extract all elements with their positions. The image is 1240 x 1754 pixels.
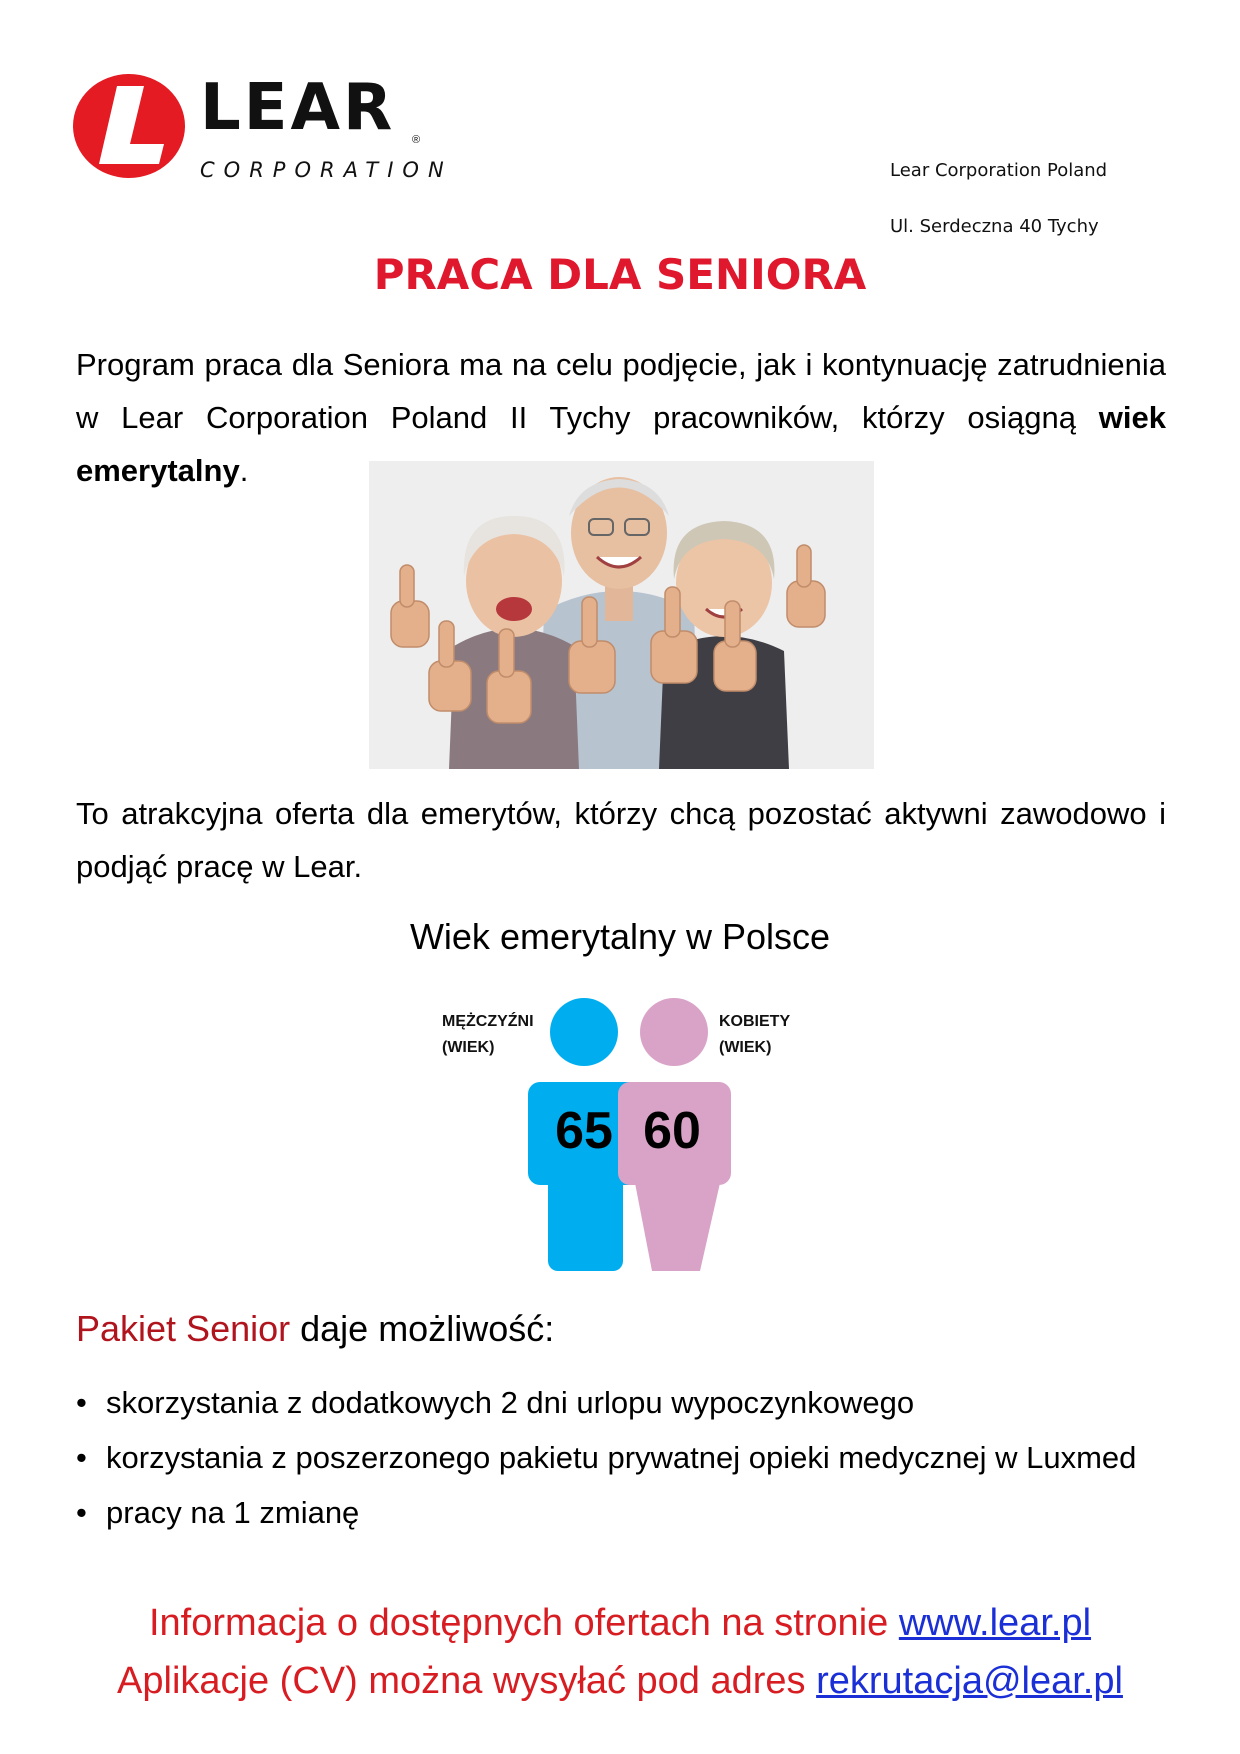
bullet-icon: • xyxy=(76,1385,87,1420)
package-heading xyxy=(76,1308,554,1350)
benefit-text: pracy na 1 zmianę xyxy=(106,1495,360,1530)
retirement-age-figure xyxy=(430,995,830,1275)
retirement-age-title: Wiek emerytalny w Polsce xyxy=(409,916,831,957)
lear-logo-icon xyxy=(72,72,187,180)
package-rest: daje możliwość: xyxy=(290,1308,555,1349)
women-age-value: 60 xyxy=(643,1102,701,1160)
benefit-item xyxy=(76,1485,1136,1540)
email-link[interactable]: rekrutacja@lear.pl xyxy=(816,1660,1123,1702)
women-label-line1: KOBIETY xyxy=(719,1013,791,1030)
benefit-item xyxy=(76,1430,1136,1485)
men-label-line2: (WIEK) xyxy=(442,1039,495,1056)
seniors-thumbs-up-icon xyxy=(369,461,874,769)
footer-applications-text: Aplikacje (CV) można wysyłać pod adres xyxy=(117,1660,817,1702)
address-company: Lear Corporation Poland xyxy=(890,160,1108,181)
footer-offers-text: Informacja o dostępnych ofertach na stronie xyxy=(148,1602,899,1644)
brand-name: LEAR xyxy=(200,71,396,145)
seniors-photo xyxy=(369,461,874,769)
men-age-value: 65 xyxy=(555,1102,613,1160)
women-label-line2: (WIEK) xyxy=(719,1039,772,1056)
website-link[interactable]: www.lear.pl xyxy=(898,1602,1092,1644)
men-label-line1: MĘŻCZYŹNI xyxy=(442,1013,534,1030)
registered-mark: ® xyxy=(412,134,421,146)
bullet-icon: • xyxy=(76,1440,87,1475)
intro-text: Program praca dla Seniora ma na celu podjęcie, jak i kontynuację zatrudnienia w Lear Corporation Poland II Tychy pracowników, którzy osiągną xyxy=(76,347,1166,435)
benefit-text: skorzystania z dodatkowych 2 dni urlopu wypoczynkowego xyxy=(106,1385,915,1420)
offer-paragraph: To atrakcyjna oferta dla emerytów, którzy chcą pozostać aktywni zawodowo i podjąć pracę w Lear. xyxy=(76,796,1166,884)
lear-logo xyxy=(72,72,492,192)
benefits-list xyxy=(76,1375,1136,1540)
bullet-icon: • xyxy=(76,1495,87,1530)
footer-offers xyxy=(0,1602,1240,1645)
benefit-item xyxy=(76,1375,1136,1430)
package-name: Pakiet Senior xyxy=(76,1308,291,1349)
brand-subtitle: CORPORATION xyxy=(200,158,453,182)
footer-applications xyxy=(0,1660,1240,1703)
intro-end: . xyxy=(239,453,249,488)
intro-highlight: wiek emerytalny xyxy=(76,400,1166,488)
address-street: Ul. Serdeczna 40 Tychy xyxy=(890,216,1099,237)
benefit-text: korzystania z poszerzonego pakietu prywatnej opieki medycznej w Luxmed xyxy=(106,1440,1137,1475)
page-title: PRACA DLA SENIORA xyxy=(373,250,867,299)
